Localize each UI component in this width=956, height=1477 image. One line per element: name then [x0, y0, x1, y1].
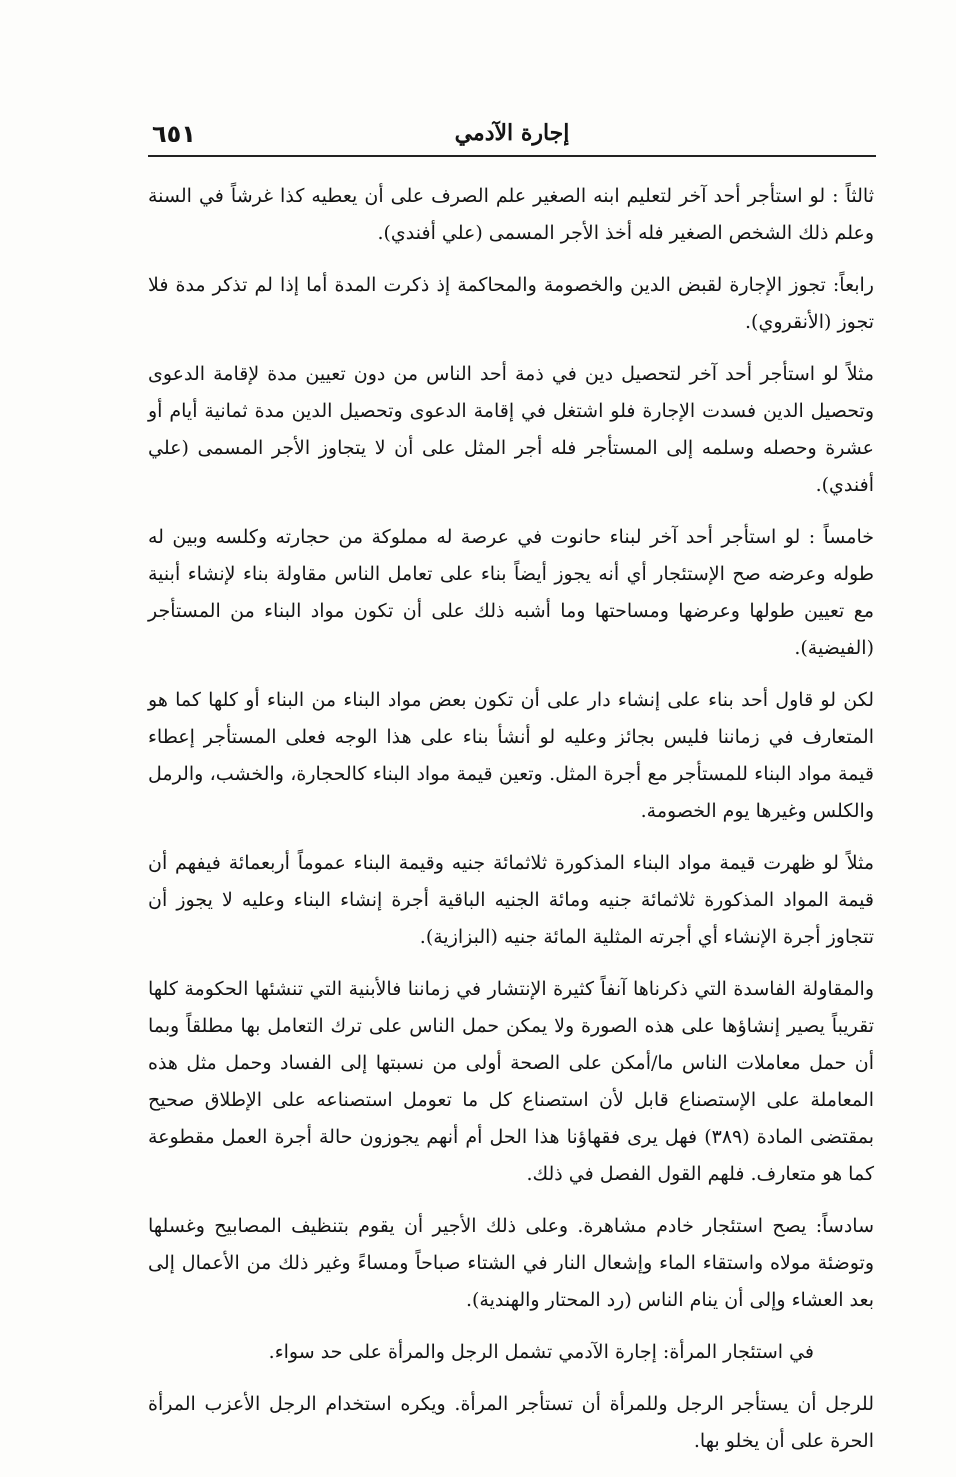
paragraph-fifth: خامساً : لو استأجر أحد آخر لبناء حانوت في عرصة له مملوكة من حجارته وكلسه وبين له طوله وعرضه صح الإستئجار أي أنه يجوز أيضاً بناء على تعامل الناس مقاولة بناء لإنشاء أبنية مع تعيين طولها وعرضها ومساحتها وما أشبه ذلك على أن تكون مواد البناء من المستأجر (الفيضية).: [148, 526, 874, 659]
paragraph-third: ثالثاً : لو استأجر أحد آخر لتعليم ابنه الصغير علم الصرف على أن يعطيه كذا غرشاً في السنة وعلم ذلك الشخص الصغير فله أخذ الأجر المسمى (علي أفندي).: [148, 185, 874, 244]
paragraph-men-women: للرجل أن يستأجر الرجل وللمرأة أن تستأجر المرأة. ويكره استخدام الرجل الأعزب المرأة الحرة على أن يخلو بها.: [148, 1393, 874, 1452]
paragraph-hiring-women: في استئجار المرأة: إجارة الآدمي تشمل الرجل والمرأة على حد سواء.: [268, 1341, 814, 1363]
paragraph-contracting: لكن لو قاول أحد بناء على إنشاء دار على أن تكون بعض مواد البناء من البناء أو كلها كما هو المتعارف في زماننا فليس بجائز وعليه لو أنشأ بناء على هذا الوجه فعلى المستأجر إعطاء قيمة مواد البناء للمستأجر مع أجرة المثل. وتعين قيمة مواد البناء كالحجارة، والخشب، والرمل والكلس وغيرها يوم الخصومة.: [148, 689, 874, 822]
paragraph-invalid-contract: والمقاولة الفاسدة التي ذكرناها آنفاً كثيرة الإنتشار في زماننا فالأبنية التي تنشئها الحكومة كلها تقريباً يصير إنشاؤها على هذه الصورة ولا يمكن حمل الناس على ترك التعامل بها مطلقاً وبما أن حمل معاملات الناس ما/أمكن على الصحة أولى من نسبتها إلى الفساد وحمل مثل هذه المعاملة على الإستصناع قابل لأن استصناع كل ما تعومل استصناعه على الإطلاق صحيح بمقتضى المادة (٣٨٩) فهل يرى فقهاؤنا هذا الحل أم أنهم يجوزون حالة أجرة العمل مقطوعة كما هو متعارف. فلهم القول الفصل في ذلك.: [148, 978, 874, 1185]
paragraph-example-debt: مثلاً لو استأجر أحد آخر لتحصيل دين في ذمة أحد الناس من دون تعيين مدة لإقامة الدعوى وتحصيل الدين فسدت الإجارة فلو اشتغل في إقامة الدعوى وتحصيل الدين مدة ثمانية أيام أو عشرة وحصله وسلمه إلى المستأجر فله أجر المثل على أن لا يتجاوز الأجر المسمى (علي أفندي).: [148, 363, 874, 496]
running-title: إجارة الآدمي: [454, 120, 570, 146]
paragraph-example-building: مثلاً لو ظهرت قيمة مواد البناء المذكورة ثلاثمائة جنيه وقيمة البناء عموماً أربعمائة فيفهم أن قيمة المواد المذكورة ثلاثمائة جنيه ومائة الجنيه الباقية أجرة إنشاء البناء وعليه لا يجوز أن تتجاوز أجرة الإنشاء أي أجرته المثلية المائة جنيه (البزازية).: [148, 852, 874, 948]
header-divider: [148, 155, 876, 157]
page-header: [148, 120, 876, 154]
paragraph-sixth: سادساً: يصح استئجار خادم مشاهرة. وعلى ذلك الأجير أن يقوم بتنظيف المصابيح وغسلها وتوضئة مولاه واستقاء الماء وإشعال النار في الشتاء صباحاً ومساءً وغير ذلك من الأعمال إلى بعد العشاء وإلى أن ينام الناس (رد المحتار والهندية).: [148, 1215, 874, 1311]
page-body: [148, 178, 874, 1475]
paragraph-fourth: رابعاً: تجوز الإجارة لقبض الدين والخصومة والمحاكمة إذ ذكرت المدة أما إذا لم تذكر مدة فلا تجوز (الأنقروي).: [148, 274, 874, 333]
page-number: ٦٥١: [152, 120, 196, 148]
